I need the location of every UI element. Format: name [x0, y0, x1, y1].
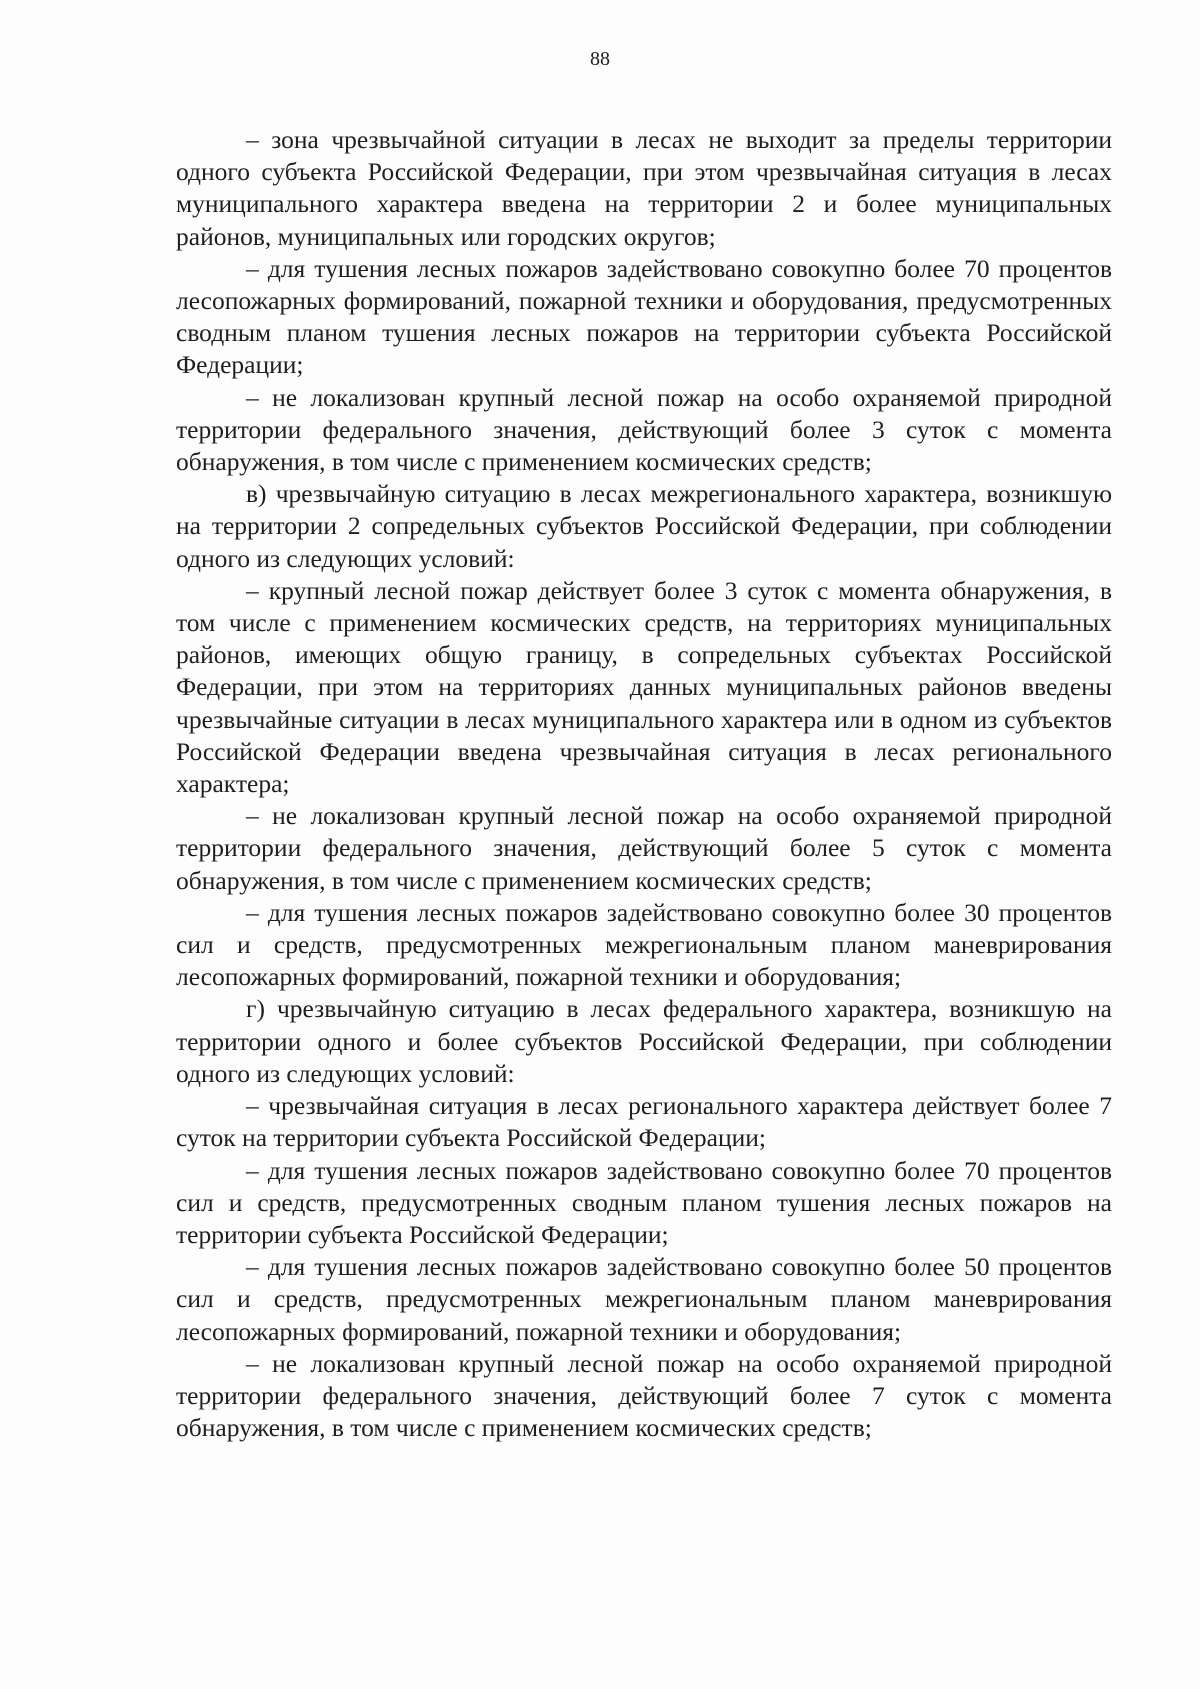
paragraph-1: – зона чрезвычайной ситуации в лесах не выходит за пределы территории одного субъекта Российской Федерации, при этом чрезвычайная ситуация в лесах муниципального характера введена на территории 2 и более муниципальных районов, муниципальных или городских округов;: [176, 125, 1112, 251]
paragraph-3: – не локализован крупный лесной пожар на особо охраняемой природной территории федерального значения, действующий более 3 суток с момента обнаружения, в том числе с применением космических средств;: [176, 382, 1112, 477]
paragraph-9: – чрезвычайная ситуация в лесах регионального характера действует более 7 суток на территории субъекта Российской Федерации;: [176, 1091, 1112, 1153]
paragraph-4: в) чрезвычайную ситуацию в лесах межрегионального характера, возникшую на территории 2 сопредельных субъектов Российской Федерации, при соблюдении одного из следующих условий:: [176, 479, 1112, 573]
paragraph-2: – для тушения лесных пожаров задействовано совокупно более 70 процентов лесопожарных формирований, пожарной техники и оборудования, предусмотренных сводным планом тушения лесных пожаров на территории субъекта Российской Федерации;: [176, 253, 1112, 380]
paragraph-8: г) чрезвычайную ситуацию в лесах федерального характера, возникшую на территории одного и более субъектов Российской Федерации, при соблюдении одного из следующих условий:: [176, 994, 1112, 1088]
page-number: 88: [590, 48, 610, 70]
paragraph-10: – для тушения лесных пожаров задействовано совокупно более 70 процентов сил и средств, предусмотренных сводным планом тушения лесных пожаров на территории субъекта Российской Федерации;: [176, 1155, 1112, 1249]
paragraph-5: – крупный лесной пожар действует более 3 суток с момента обнаружения, в том числе с применением космических средств, на территориях муниципальных районов, имеющих общую границу, в сопредельных субъектах Российской Федерации, при этом на территориях данных муниципальных районов введены чрезвычайные ситуации в лесах муниципального характера или в одном из субъектов Российской Федерации введена чрезвычайная ситуация в лесах регионального характера;: [176, 575, 1112, 799]
paragraph-7: – для тушения лесных пожаров задействовано совокупно более 30 процентов сил и средств, предусмотренных межрегиональным планом маневрирования лесопожарных формирований, пожарной техники и оборудования;: [176, 897, 1112, 992]
document-body: [176, 124, 1112, 1444]
paragraph-12: – не локализован крупный лесной пожар на особо охраняемой природной территории федерального значения, действующий более 7 суток с момента обнаружения, в том числе с применением космических средств;: [176, 1348, 1112, 1443]
paragraph-6: – не локализован крупный лесной пожар на особо охраняемой природной территории федерального значения, действующий более 5 суток с момента обнаружения, в том числе с применением космических средств;: [176, 801, 1112, 895]
paragraph-11: – для тушения лесных пожаров задействовано совокупно более 50 процентов сил и средств, предусмотренных межрегиональным планом маневрирования лесопожарных формирований, пожарной техники и оборудования;: [176, 1252, 1112, 1346]
